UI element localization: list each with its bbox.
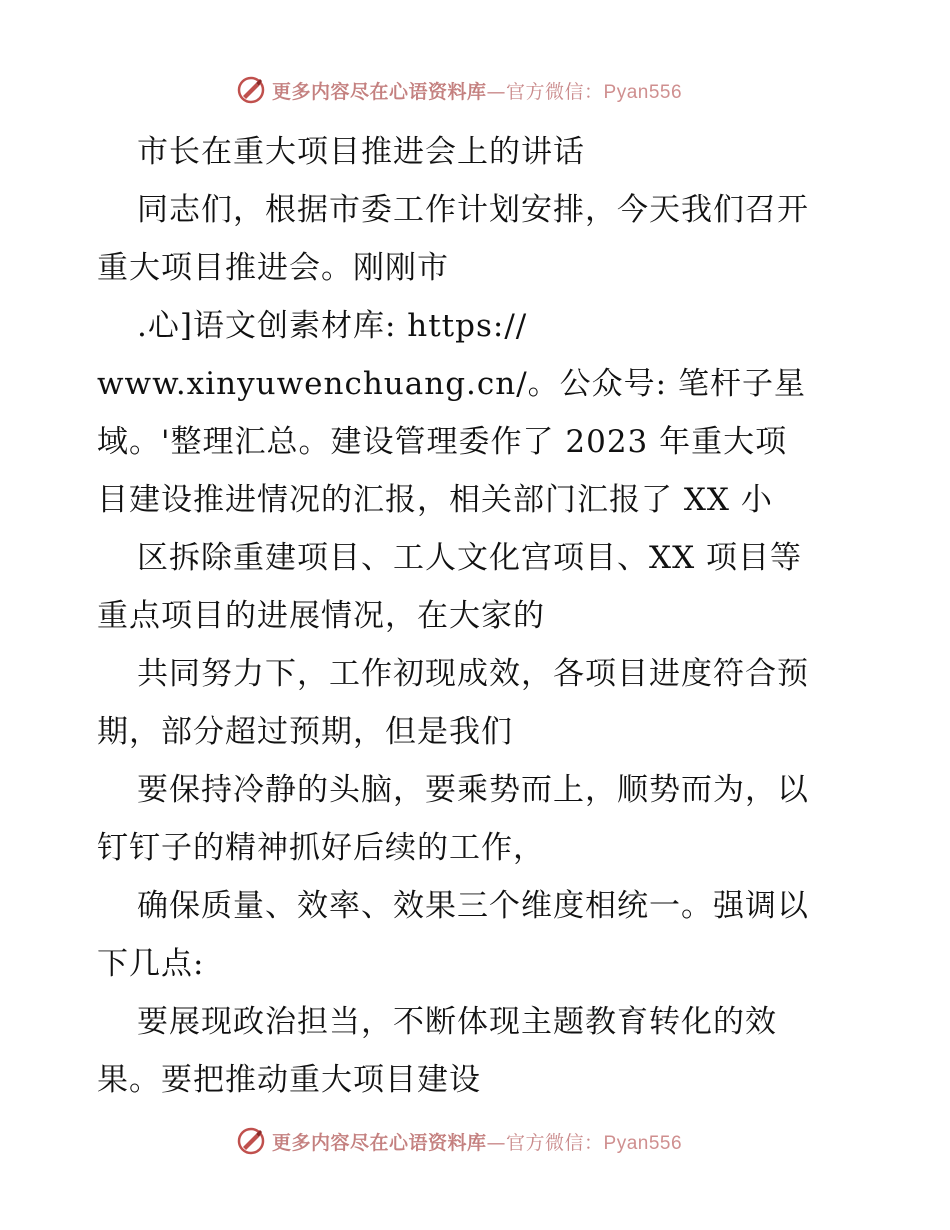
text-line: 域。'整理汇总。建设管理委作了 2023 年重大项 [97, 424, 788, 460]
text-line: 果。要把推动重大项目建设 [97, 1062, 481, 1098]
text-line: 钉钉子的精神抓好后续的工作， [97, 830, 545, 866]
watermark-text: 更多内容尽在心语资料库—官方微信：Pyan556 [272, 80, 683, 103]
text-line: www.xinyuwenchuang.cn/。公众号: 笔杆子星 [97, 366, 806, 402]
header-watermark [236, 72, 682, 108]
text-line: 重大项目推进会。刚刚市 [97, 250, 449, 286]
text-line: 下几点: [97, 946, 205, 982]
text-line: 期，部分超过预期，但是我们 [97, 714, 513, 750]
text-line: .心]语文创素材库: https:// [137, 308, 528, 344]
text-line: 同志们，根据市委工作计划安排，今天我们召开 [137, 192, 809, 228]
text-line: 要保持冷静的头脑，要乘势而上，顺势而为，以 [137, 772, 809, 808]
document-title: 市长在重大项目推进会上的讲话 [137, 134, 585, 170]
text-line: 确保质量、效率、效果三个维度相统一。强调以 [137, 888, 809, 924]
text-line: 重点项目的进展情况，在大家的 [97, 598, 545, 634]
text-line: 区拆除重建项目、工人文化宫项目、XX 项目等 [137, 540, 802, 576]
footer-watermark [236, 1123, 682, 1159]
pen-logo-icon [236, 75, 266, 105]
pen-logo-icon [236, 1126, 266, 1156]
text-line: 要展现政治担当，不断体现主题教育转化的效 [137, 1004, 777, 1040]
document-body [97, 123, 867, 1109]
text-line: 共同努力下，工作初现成效，各项目进度符合预 [137, 656, 809, 692]
watermark-text: 更多内容尽在心语资料库—官方微信：Pyan556 [272, 1131, 683, 1154]
text-line: 目建设推进情况的汇报，相关部门汇报了 XX 小 [97, 482, 773, 518]
